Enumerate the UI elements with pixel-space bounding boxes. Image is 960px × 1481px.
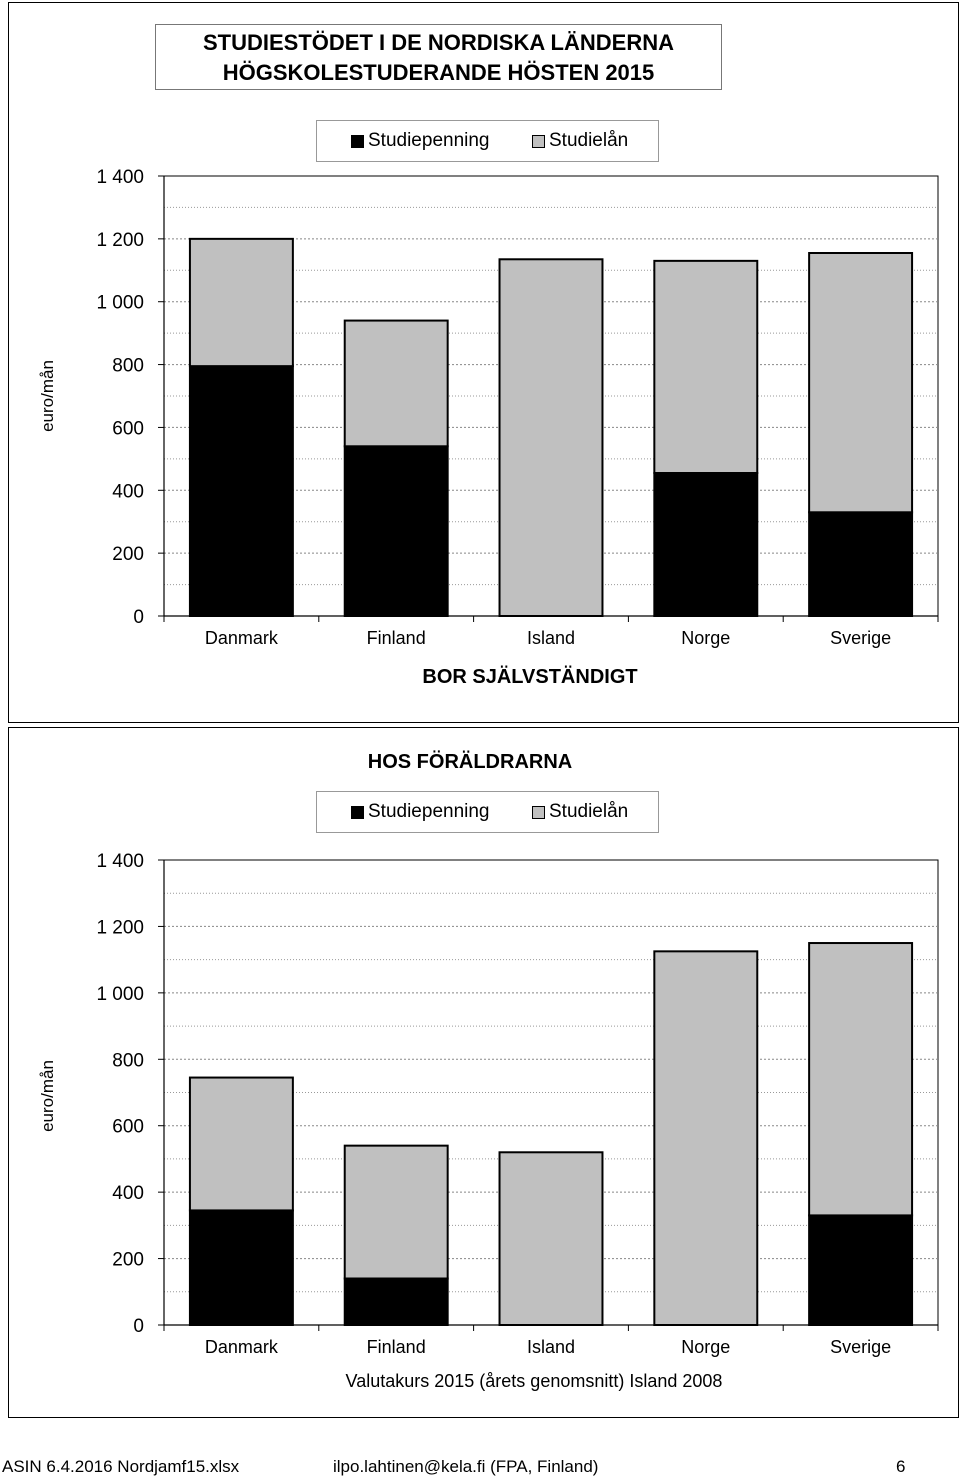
y-tick-label: 200 (112, 1249, 144, 1271)
y-tick-label: 1 200 (96, 917, 144, 939)
x-category-label: Island (526, 628, 576, 648)
footer-source: ASIN 6.4.2016 Nordjamf15.xlsx (2, 1457, 240, 1476)
x-category-label: Finland (366, 628, 426, 648)
legend-label-studiepenning: Studiepenning (368, 130, 490, 151)
x-category-label: Island (526, 1337, 576, 1357)
y-tick-label: 400 (112, 481, 144, 503)
legend-label-studielan: Studielån (549, 130, 629, 151)
y-tick-label: 1 400 (96, 167, 144, 188)
y-tick-label: 0 (133, 1316, 144, 1337)
x-category-label: Sverige (830, 1337, 892, 1357)
x-category-label: Sverige (830, 628, 892, 648)
y-tick-label: 600 (112, 1116, 144, 1138)
y-axis-label-chart2: euro/mån (38, 1060, 57, 1132)
exchange-rate-note: Valutakurs 2015 (årets genomsnitt) Island 2008 (345, 1371, 723, 1391)
chart-title-bor-sjalvstandigt: BOR SJÄLVSTÄNDIGT (422, 666, 638, 688)
legend-label-studiepenning: Studiepenning (368, 801, 490, 822)
bar-studielan-sverige (809, 943, 912, 1215)
y-tick-label: 0 (133, 607, 144, 628)
bar-studielan-island (500, 1152, 603, 1325)
bar-studiepenning-danmark (190, 1210, 293, 1325)
bar-studielan-danmark (190, 1078, 293, 1211)
x-category-label: Danmark (204, 1337, 278, 1357)
bar-studiepenning-sverige (809, 1215, 912, 1325)
footer-contact: ilpo.lahtinen@kela.fi (FPA, Finland) (333, 1457, 599, 1476)
footer-page-number: 6 (896, 1457, 906, 1476)
x-category-label: Finland (366, 1337, 426, 1357)
chart-title-hos-foraldrarna: HOS FÖRÄLDRARNA (367, 751, 573, 773)
x-category-label: Norge (681, 628, 731, 648)
y-tick-label: 800 (112, 1050, 144, 1072)
y-axis-label-chart1: euro/mån (38, 360, 57, 432)
main-title-line1: STUDIESTÖDET I DE NORDISKA LÄNDERNA (203, 30, 674, 55)
x-category-label: Danmark (204, 628, 278, 648)
x-category-label: Norge (681, 1337, 731, 1357)
bar-studielan-norge (654, 951, 757, 1325)
bar-studielan-finland (345, 1146, 448, 1279)
y-tick-label: 400 (112, 1183, 144, 1205)
y-tick-label: 1 000 (96, 292, 144, 314)
legend-label-studielan: Studielån (549, 801, 629, 822)
y-tick-label: 1 000 (96, 983, 144, 1005)
bar-studiepenning-finland (345, 1279, 448, 1326)
y-tick-label: 1 200 (96, 229, 144, 251)
y-tick-label: 1 400 (96, 851, 144, 872)
y-tick-label: 800 (112, 355, 144, 377)
y-tick-label: 200 (112, 544, 144, 566)
main-title-line2: HÖGSKOLESTUDERANDE HÖSTEN 2015 (222, 60, 655, 85)
y-tick-label: 600 (112, 418, 144, 440)
